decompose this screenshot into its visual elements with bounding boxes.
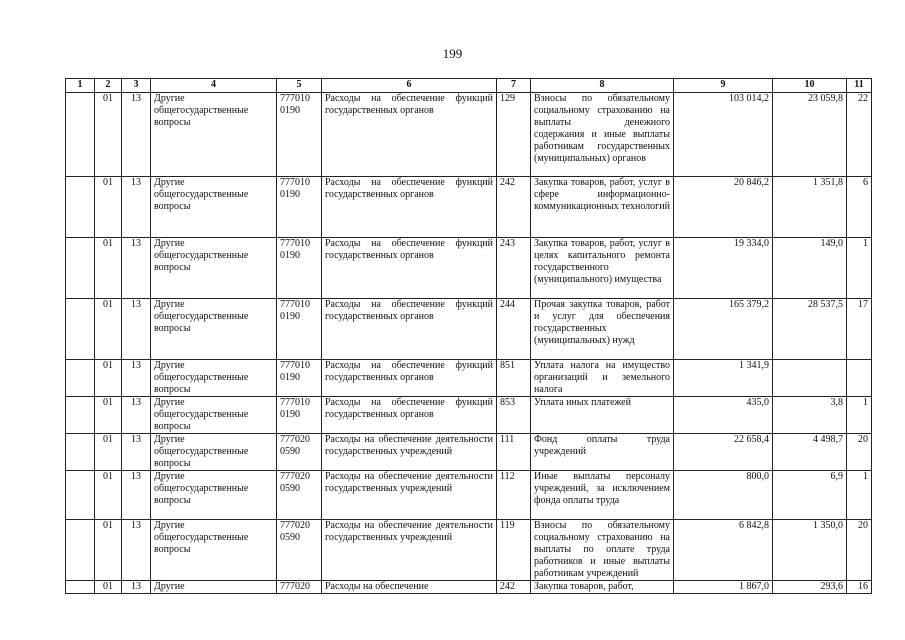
cell-percent: 1 [847,238,872,299]
cell-target-article: 777020 0590 [277,471,322,520]
cell-amount-executed: 149,0 [773,238,847,299]
cell-subsection: 13 [122,238,151,299]
cell-expense-name: Закупка товаров, работ, [531,581,674,594]
cell-section-name: Другие общегосударственные вопросы [151,360,277,397]
cell-subsection: 13 [122,520,151,581]
cell-section-name: Другие общегосударственные вопросы [151,434,277,471]
cell-section: 01 [95,238,122,299]
cell-section-name: Другие общегосударственные вопросы [151,177,277,238]
cell-expense-name: Закупка товаров, работ, услуг в целях капитального ремонта государственного (муниципального) имущества [531,238,674,299]
table-row [66,238,872,299]
cell-percent: 16 [847,581,872,594]
cell-amount-executed: 293,6 [773,581,847,594]
cell-expense-type: 112 [497,471,531,520]
cell-amount-executed: 23 059,8 [773,93,847,177]
cell-target-article: 777010 0190 [277,177,322,238]
cell-expense-type: 853 [497,397,531,434]
table-row [66,520,872,581]
cell-percent: 17 [847,299,872,360]
cell-amount: 22 658,4 [674,434,773,471]
cell-article-name: Расходы на обеспечение функций государственных органов [322,238,497,299]
cell-target-article: 777010 0190 [277,360,322,397]
cell-percent: 1 [847,397,872,434]
cell-article-name: Расходы на обеспечение деятельности государственных учреждений [322,434,497,471]
cell-amount: 20 846,2 [674,177,773,238]
cell-amount: 800,0 [674,471,773,520]
cell-article-name: Расходы на обеспечение деятельности государственных учреждений [322,471,497,520]
header-cell: 7 [497,79,531,93]
cell-percent: 22 [847,93,872,177]
header-cell: 1 [66,79,95,93]
cell-amount: 1 867,0 [674,581,773,594]
cell-section-name: Другие общегосударственные вопросы [151,471,277,520]
cell-expense-name: Взносы по обязательному социальному страхованию на выплаты по оплате труда работников и иные выплаты работникам учреждений [531,520,674,581]
header-cell: 5 [277,79,322,93]
table-row [66,93,872,177]
cell-article-name: Расходы на обеспечение функций государственных органов [322,93,497,177]
cell-expense-name: Закупка товаров, работ, услуг в сфере информационно-коммуникационных технологий [531,177,674,238]
cell-expense-name: Фонд оплаты труда учреждений [531,434,674,471]
cell-expense-type: 242 [497,177,531,238]
cell-col1 [66,299,95,360]
cell-col1 [66,93,95,177]
cell-expense-name: Взносы по обязательному социальному страхованию на выплаты денежного содержания и иные выплаты работникам государственных (муниципальных) органов [531,93,674,177]
cell-section-name: Другие общегосударственные вопросы [151,93,277,177]
cell-expense-type: 242 [497,581,531,594]
cell-percent: 20 [847,520,872,581]
cell-article-name: Расходы на обеспечение функций государственных органов [322,397,497,434]
header-cell: 4 [151,79,277,93]
cell-expense-type: 243 [497,238,531,299]
cell-col1 [66,177,95,238]
cell-subsection: 13 [122,177,151,238]
cell-subsection: 13 [122,434,151,471]
cell-section: 01 [95,434,122,471]
cell-amount-executed: 4 498,7 [773,434,847,471]
cell-expense-type: 119 [497,520,531,581]
cell-section: 01 [95,360,122,397]
cell-amount: 1 341,9 [674,360,773,397]
cell-col1 [66,520,95,581]
header-cell: 3 [122,79,151,93]
cell-article-name: Расходы на обеспечение функций государственных органов [322,177,497,238]
table-row [66,581,872,594]
cell-subsection: 13 [122,93,151,177]
cell-target-article: 777020 0590 [277,434,322,471]
cell-section: 01 [95,581,122,594]
header-cell: 6 [322,79,497,93]
cell-expense-type: 244 [497,299,531,360]
cell-percent: 20 [847,434,872,471]
cell-amount-executed: 6,9 [773,471,847,520]
cell-section: 01 [95,299,122,360]
cell-amount: 103 014,2 [674,93,773,177]
table-row [66,360,872,397]
cell-expense-name: Уплата налога на имущество организаций и земельного налога [531,360,674,397]
cell-target-article: 777020 [277,581,322,594]
cell-section: 01 [95,177,122,238]
cell-subsection: 13 [122,581,151,594]
cell-amount-executed: 1 351,8 [773,177,847,238]
cell-section-name: Другие общегосударственные вопросы [151,238,277,299]
cell-target-article: 777010 0190 [277,238,322,299]
cell-expense-type: 129 [497,93,531,177]
cell-subsection: 13 [122,397,151,434]
cell-amount-executed: 1 350,0 [773,520,847,581]
cell-expense-type: 111 [497,434,531,471]
table-row [66,471,872,520]
cell-col1 [66,471,95,520]
header-cell: 10 [773,79,847,93]
cell-section-name: Другие общегосударственные вопросы [151,299,277,360]
budget-table [65,78,872,594]
cell-amount: 19 334,0 [674,238,773,299]
cell-amount: 165 379,2 [674,299,773,360]
cell-percent: 1 [847,471,872,520]
cell-section: 01 [95,93,122,177]
cell-expense-name: Прочая закупка товаров, работ и услуг для обеспечения государственных (муниципальных) нужд [531,299,674,360]
cell-target-article: 777010 0190 [277,299,322,360]
cell-article-name: Расходы на обеспечение функций государственных органов [322,299,497,360]
cell-section-name: Другие общегосударственные вопросы [151,397,277,434]
header-cell: 9 [674,79,773,93]
cell-amount-executed: 28 537,5 [773,299,847,360]
header-cell: 11 [847,79,872,93]
cell-section-name: Другие общегосударственные вопросы [151,520,277,581]
cell-target-article: 777020 0590 [277,520,322,581]
cell-subsection: 13 [122,360,151,397]
cell-subsection: 13 [122,299,151,360]
header-row [66,79,872,93]
table-row [66,397,872,434]
cell-col1 [66,238,95,299]
cell-amount: 435,0 [674,397,773,434]
cell-section: 01 [95,471,122,520]
cell-col1 [66,397,95,434]
cell-percent [847,360,872,397]
page-number: 199 [442,46,463,61]
cell-article-name: Расходы на обеспечение функций государственных органов [322,360,497,397]
cell-expense-name: Иные выплаты персоналу учреждений, за исключением фонда оплаты труда [531,471,674,520]
cell-col1 [66,434,95,471]
table-row [66,299,872,360]
cell-amount-executed: 3,8 [773,397,847,434]
cell-target-article: 777010 0190 [277,397,322,434]
table-row [66,434,872,471]
cell-expense-type: 851 [497,360,531,397]
cell-section: 01 [95,397,122,434]
header-cell: 2 [95,79,122,93]
cell-target-article: 777010 0190 [277,93,322,177]
cell-article-name: Расходы на обеспечение деятельности государственных учреждений [322,520,497,581]
cell-section: 01 [95,520,122,581]
cell-subsection: 13 [122,471,151,520]
cell-amount-executed [773,360,847,397]
cell-section-name: Другие [151,581,277,594]
cell-percent: 6 [847,177,872,238]
cell-col1 [66,360,95,397]
cell-expense-name: Уплата иных платежей [531,397,674,434]
cell-col1 [66,581,95,594]
cell-article-name: Расходы на обеспечение [322,581,497,594]
header-cell: 8 [531,79,674,93]
table-row [66,177,872,238]
cell-amount: 6 842,8 [674,520,773,581]
